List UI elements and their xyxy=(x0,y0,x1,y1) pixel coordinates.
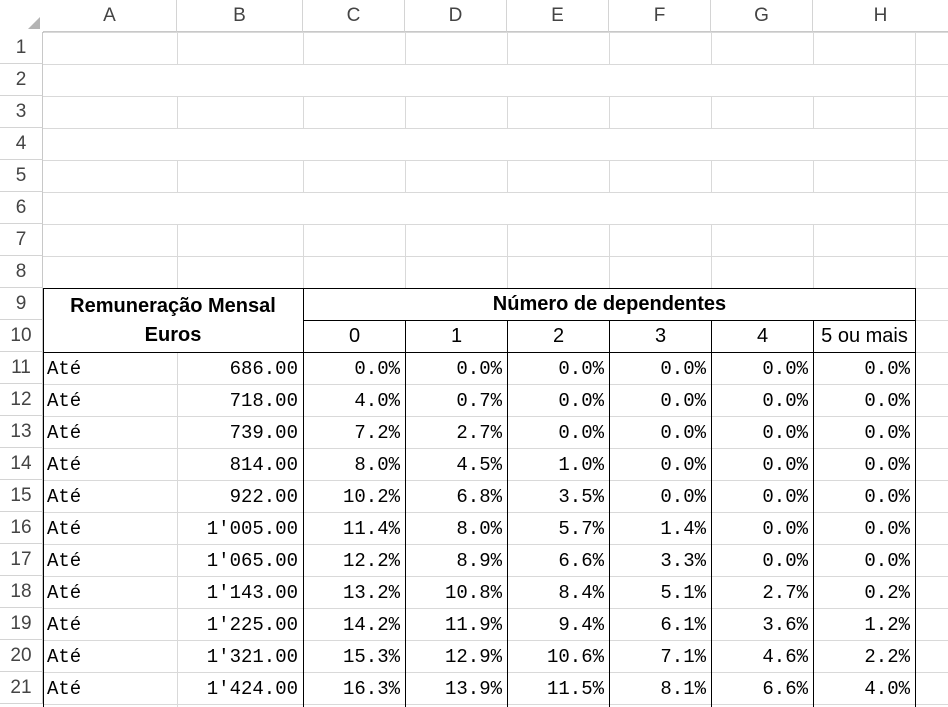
row-header-11[interactable]: 11 xyxy=(0,352,43,384)
cell-rate[interactable]: 5.1% xyxy=(660,581,706,604)
column-header-d[interactable]: D xyxy=(405,0,507,32)
cell-rate[interactable]: 0.0% xyxy=(558,421,604,444)
cell-amount[interactable]: 739.00 xyxy=(229,421,298,444)
row-header-13[interactable]: 13 xyxy=(0,416,43,448)
gridline-horizontal xyxy=(43,96,948,97)
row-header-15[interactable]: 15 xyxy=(0,480,43,512)
header-dependent-col: 0 xyxy=(304,321,405,352)
cell-rate[interactable]: 11.9% xyxy=(444,613,502,636)
table-border-top xyxy=(43,288,916,289)
cell-rate[interactable]: 8.9% xyxy=(456,549,502,572)
gridline-horizontal xyxy=(43,160,948,161)
cell-rate[interactable]: 6.8% xyxy=(456,485,502,508)
cell-label[interactable]: Até xyxy=(47,389,82,412)
column-header-c[interactable]: C xyxy=(303,0,405,32)
header-dependentes: Número de dependentes xyxy=(304,289,915,320)
cell-rate[interactable]: 8.0% xyxy=(456,517,502,540)
cell-rate[interactable]: 2.7% xyxy=(762,581,808,604)
table-border-header-bottom xyxy=(43,352,916,353)
gridline-horizontal xyxy=(43,32,948,33)
header-dependent-col: 4 xyxy=(712,321,813,352)
table-border-col xyxy=(813,320,814,707)
cell-rate[interactable]: 0.0% xyxy=(864,357,910,380)
cell-rate[interactable]: 12.9% xyxy=(444,645,502,668)
cell-rate[interactable]: 6.6% xyxy=(558,549,604,572)
header-remuneracao-line1: Remuneração Mensal xyxy=(70,294,276,317)
row-header-4[interactable]: 4 xyxy=(0,128,43,160)
header-dependent-col: 2 xyxy=(508,321,609,352)
title-main xyxy=(43,65,913,96)
select-all-corner[interactable] xyxy=(0,0,44,33)
cell-label[interactable]: Até xyxy=(47,613,82,636)
cell-rate[interactable]: 0.0% xyxy=(864,453,910,476)
cell-rate[interactable]: 0.0% xyxy=(864,421,910,444)
cell-rate[interactable]: 0.0% xyxy=(456,357,502,380)
title-status xyxy=(43,193,913,224)
cell-amount[interactable]: 1'143.00 xyxy=(206,581,298,604)
header-dependent-col: 3 xyxy=(610,321,711,352)
column-header-g[interactable]: G xyxy=(711,0,813,32)
row-header-1[interactable]: 1 xyxy=(0,32,43,64)
cell-rate[interactable]: 10.8% xyxy=(444,581,502,604)
cell-rate[interactable]: 3.5% xyxy=(558,485,604,508)
cell-rate[interactable]: 15.3% xyxy=(342,645,400,668)
select-all-triangle-icon xyxy=(28,17,40,29)
header-dependent-col: 5 ou mais xyxy=(814,321,915,352)
column-header-b[interactable]: B xyxy=(177,0,303,32)
cell-rate[interactable]: 8.0% xyxy=(354,453,400,476)
cell-label[interactable]: Até xyxy=(47,645,82,668)
table-border-col xyxy=(405,320,406,707)
row-header-14[interactable]: 14 xyxy=(0,448,43,480)
cell-rate[interactable]: 4.0% xyxy=(864,677,910,700)
row-header-16[interactable]: 16 xyxy=(0,512,43,544)
cell-label[interactable]: Até xyxy=(47,677,82,700)
cell-rate[interactable]: 1.2% xyxy=(864,613,910,636)
cell-rate[interactable]: 10.6% xyxy=(546,645,604,668)
cell-rate[interactable]: 0.7% xyxy=(456,389,502,412)
cell-label[interactable]: Até xyxy=(47,357,82,380)
table-border-col xyxy=(507,320,508,707)
cell-rate[interactable]: 5.7% xyxy=(558,517,604,540)
gridline-horizontal xyxy=(43,224,948,225)
table-border-col xyxy=(609,320,610,707)
cell-rate[interactable]: 0.0% xyxy=(762,453,808,476)
row-header-7[interactable]: 7 xyxy=(0,224,43,256)
cell-rate[interactable]: 0.0% xyxy=(762,357,808,380)
table-border-left xyxy=(43,288,44,707)
row-header-3[interactable]: 3 xyxy=(0,96,43,128)
cell-rate[interactable]: 0.0% xyxy=(864,485,910,508)
row-header-20[interactable]: 20 xyxy=(0,640,43,672)
cell-rate[interactable]: 4.5% xyxy=(456,453,502,476)
row-header-8[interactable]: 8 xyxy=(0,256,43,288)
cell-rate[interactable]: 2.7% xyxy=(456,421,502,444)
cell-rate[interactable]: 0.0% xyxy=(660,453,706,476)
cell-rate[interactable]: 0.0% xyxy=(558,389,604,412)
cell-amount[interactable]: 814.00 xyxy=(229,453,298,476)
column-header-f[interactable]: F xyxy=(609,0,711,32)
cell-rate[interactable]: 0.0% xyxy=(660,357,706,380)
cell-rate[interactable]: 16.3% xyxy=(342,677,400,700)
row-header-6[interactable]: 6 xyxy=(0,192,43,224)
cell-rate[interactable]: 14.2% xyxy=(342,613,400,636)
cell-label[interactable]: Até xyxy=(47,421,82,444)
cell-rate[interactable]: 9.4% xyxy=(558,613,604,636)
cell-rate[interactable]: 8.1% xyxy=(660,677,706,700)
cell-rate[interactable]: 3.3% xyxy=(660,549,706,572)
cell-rate[interactable]: 13.9% xyxy=(444,677,502,700)
table-border-c xyxy=(303,288,304,707)
header-remuneracao-line2: Euros xyxy=(144,323,202,346)
cell-amount[interactable]: 718.00 xyxy=(229,389,298,412)
column-header-h[interactable]: H xyxy=(813,0,948,32)
cell-rate[interactable]: 11.4% xyxy=(342,517,400,540)
cell-label[interactable]: Até xyxy=(47,517,82,540)
cell-label[interactable]: Até xyxy=(47,581,82,604)
column-header-a[interactable]: A xyxy=(43,0,177,32)
cell-rate[interactable]: 0.2% xyxy=(864,581,910,604)
cell-rate[interactable]: 0.0% xyxy=(660,421,706,444)
cell-rate[interactable]: 11.5% xyxy=(546,677,604,700)
cell-rate[interactable]: 4.0% xyxy=(354,389,400,412)
cell-label[interactable]: Até xyxy=(47,549,82,572)
cell-rate[interactable]: 0.0% xyxy=(864,517,910,540)
cell-rate[interactable]: 6.6% xyxy=(762,677,808,700)
row-header-9[interactable]: 9 xyxy=(0,288,43,320)
row-header-2[interactable]: 2 xyxy=(0,64,43,96)
cell-rate[interactable]: 0.0% xyxy=(762,549,808,572)
row-header-5[interactable]: 5 xyxy=(0,160,43,192)
cell-rate[interactable]: 7.1% xyxy=(660,645,706,668)
cell-rate[interactable]: 4.6% xyxy=(762,645,808,668)
row-header-12[interactable]: 12 xyxy=(0,384,43,416)
row-header-10[interactable]: 10 xyxy=(0,320,43,352)
cell-rate[interactable]: 0.0% xyxy=(762,389,808,412)
cell-rate[interactable]: 3.6% xyxy=(762,613,808,636)
cell-amount[interactable]: 1'005.00 xyxy=(206,517,298,540)
cell-rate[interactable]: 0.0% xyxy=(762,517,808,540)
cell-rate[interactable]: 12.2% xyxy=(342,549,400,572)
gridline-horizontal xyxy=(43,256,948,257)
cell-amount[interactable]: 1'065.00 xyxy=(206,549,298,572)
row-header-21[interactable]: 21 xyxy=(0,672,43,704)
cell-rate[interactable]: 0.0% xyxy=(762,421,808,444)
table-border-col xyxy=(711,320,712,707)
header-dependent-col: 1 xyxy=(406,321,507,352)
column-header-e[interactable]: E xyxy=(507,0,609,32)
title-table xyxy=(43,129,913,160)
cell-rate[interactable]: 6.1% xyxy=(660,613,706,636)
cell-rate[interactable]: 0.0% xyxy=(864,549,910,572)
cell-rate[interactable]: 10.2% xyxy=(342,485,400,508)
table-border-right xyxy=(915,288,916,707)
cell-amount[interactable]: 1'424.00 xyxy=(206,677,298,700)
cell-rate[interactable]: 2.2% xyxy=(864,645,910,668)
cell-rate[interactable]: 0.0% xyxy=(558,357,604,380)
row-header-19[interactable]: 19 xyxy=(0,608,43,640)
cell-rate[interactable]: 0.0% xyxy=(660,485,706,508)
cell-label[interactable]: Até xyxy=(47,453,82,476)
cell-rate[interactable]: 0.0% xyxy=(354,357,400,380)
cell-amount[interactable]: 922.00 xyxy=(229,485,298,508)
cell-rate[interactable]: 13.2% xyxy=(342,581,400,604)
row-header-18[interactable]: 18 xyxy=(0,576,43,608)
cell-rate[interactable]: 1.0% xyxy=(558,453,604,476)
cell-rate[interactable]: 7.2% xyxy=(354,421,400,444)
cell-amount[interactable]: 1'321.00 xyxy=(206,645,298,668)
header-remuneracao xyxy=(43,289,303,352)
row-header-17[interactable]: 17 xyxy=(0,544,43,576)
cell-rate[interactable]: 0.0% xyxy=(762,485,808,508)
cell-amount[interactable]: 1'225.00 xyxy=(206,613,298,636)
cell-rate[interactable]: 8.4% xyxy=(558,581,604,604)
cell-label[interactable]: Até xyxy=(47,485,82,508)
cell-amount[interactable]: 686.00 xyxy=(229,357,298,380)
cell-rate[interactable]: 0.0% xyxy=(864,389,910,412)
cell-rate[interactable]: 1.4% xyxy=(660,517,706,540)
cell-rate[interactable]: 0.0% xyxy=(660,389,706,412)
